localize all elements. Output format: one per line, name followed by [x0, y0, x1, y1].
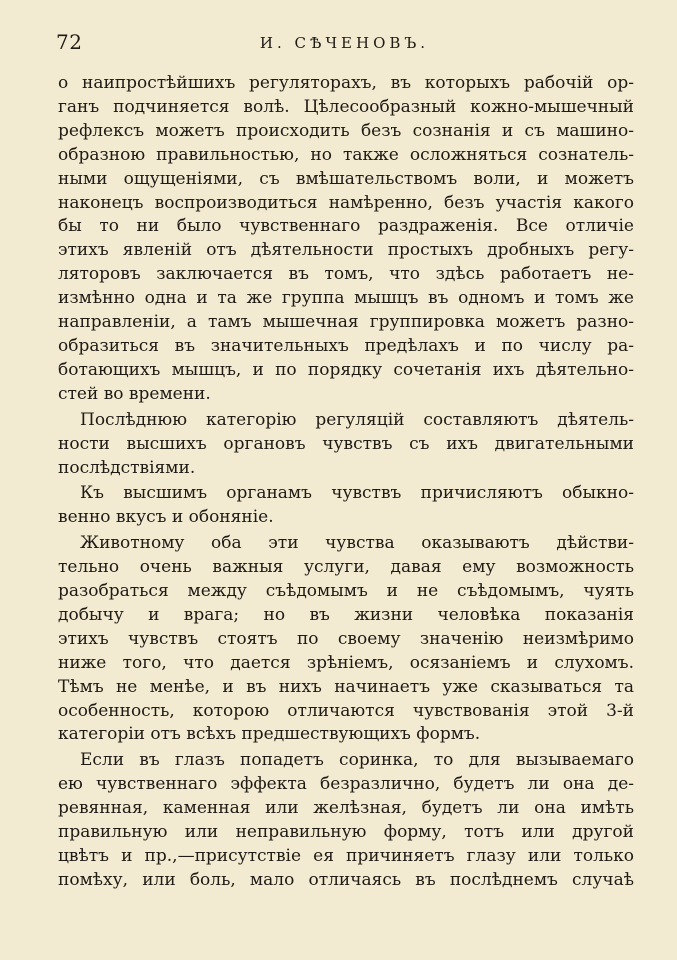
paragraph	[58, 409, 634, 481]
running-title: И. СѢЧЕНОВЪ.	[259, 34, 430, 52]
text-line: этихъ явленій отъ дѣятельности простыхъ дробныхъ регу-	[58, 240, 634, 261]
text-line: правильную или неправильную форму, тотъ или другой	[58, 822, 634, 843]
running-header	[56, 30, 633, 56]
text-line: Тѣмъ не менѣе, и въ нихъ начинаетъ уже сказываться та	[58, 676, 634, 697]
text-line: стей во времени.	[58, 383, 211, 404]
text-line: ниже того, что дается зрѣніемъ, осязаніемъ и слухомъ.	[58, 652, 634, 673]
text-line: разобраться между съѣдомымъ и не съѣдомымъ, чуять	[58, 581, 634, 602]
text-line: Послѣднюю категорію регуляцій составляютъ дѣятель-	[80, 409, 634, 430]
body-text	[58, 72, 634, 895]
text-line: измѣнно одна и та же группа мышцъ въ одномъ и томъ же	[58, 288, 634, 309]
paragraph	[58, 72, 634, 407]
text-line: ганъ подчиняется волѣ. Цѣлесообразный кожно-мышечный	[58, 96, 634, 117]
text-line: помѣху, или боль, мало отличаясь въ послѣднемъ случаѣ	[58, 869, 634, 890]
text-line: ляторовъ заключается въ томъ, что здѣсь работаетъ не-	[58, 264, 634, 285]
paragraph	[58, 532, 634, 747]
text-line: особенность, которою отличаются чувствованія этой 3-й	[58, 700, 634, 721]
text-line: образною правильностью, но также осложняться сознатель-	[58, 144, 634, 165]
text-line: Къ высшимъ органамъ чувствъ причисляютъ обыкно-	[80, 483, 634, 504]
text-line: цвѣтъ и пр.,—присутствіе ея причиняетъ глазу или только	[58, 846, 634, 866]
text-line: послѣдствіями.	[58, 457, 196, 478]
text-line: наконецъ воспроизводиться намѣренно, безъ участія какого	[58, 192, 634, 213]
text-line: ности высшихъ органовъ чувствъ съ ихъ двигательными	[58, 433, 634, 454]
text-line: тельно очень важныя услуги, давая ему возможность	[58, 557, 634, 578]
page-number: 72	[56, 30, 83, 54]
text-line: ботающихъ мышцъ, и по порядку сочетанія ихъ дѣятельно-	[58, 359, 634, 380]
text-line: о наипростѣйшихъ регуляторахъ, въ которыхъ рабочій ор-	[58, 73, 634, 93]
text-line: ревянная, каменная или желѣзная, будетъ ли она имѣть	[58, 798, 634, 819]
text-line: венно вкусъ и обоняніе.	[58, 507, 274, 528]
paragraph	[58, 749, 634, 892]
text-line: категоріи отъ всѣхъ предшествующихъ формъ.	[58, 724, 481, 745]
text-line: бы то ни было чувственнаго раздраженія. Все отличіе	[58, 216, 634, 237]
text-line: ными ощущеніями, съ вмѣшательствомъ воли, и можетъ	[58, 168, 634, 189]
text-line: Если въ глазъ попадетъ соринка, то для вызываемаго	[80, 750, 634, 771]
text-line: направленіи, а тамъ мышечная группировка можетъ разно-	[58, 312, 634, 333]
text-line: ею чувственнаго эффекта безразлично, будетъ ли она де-	[58, 774, 634, 795]
text-line: добычу и врага; но въ жизни человѣка показанія	[58, 604, 634, 625]
text-line: Животному оба эти чувства оказываютъ дѣйстви-	[80, 533, 634, 554]
text-line: рефлексъ можетъ происходить безъ сознанія и съ машино-	[58, 120, 634, 141]
text-line: образиться въ значительныхъ предѣлахъ и по числу ра-	[58, 335, 634, 356]
text-line: этихъ чувствъ стоятъ по своему значенію неизмѣримо	[58, 628, 634, 649]
paragraph	[58, 482, 634, 530]
